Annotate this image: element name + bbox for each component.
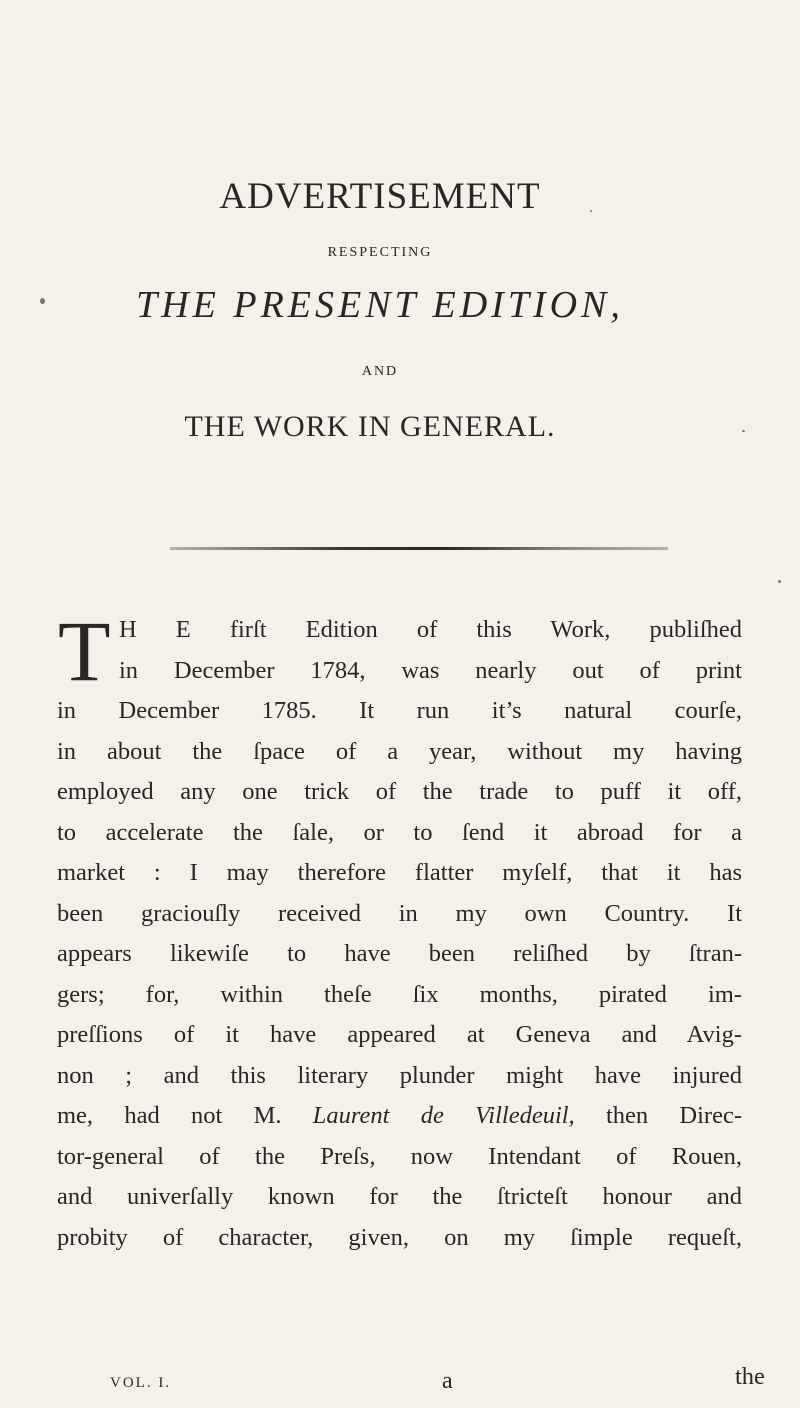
text-line: been graciouſly received in my own Country. It bbox=[57, 899, 742, 927]
person-name: Laurent de Villedeuil, bbox=[312, 1102, 575, 1129]
text-line: preſſions of it have appeared at Geneva and Avig- bbox=[57, 1021, 742, 1048]
text-segment: then Direc- bbox=[574, 1102, 742, 1129]
text-line: tor-general of the Preſs, now Intendant of Rouen, bbox=[57, 1142, 742, 1170]
text-segment: me, had not M. bbox=[57, 1102, 313, 1129]
paper-speck bbox=[590, 210, 592, 212]
text-line: probity of character, given, on my ſimple requeſt, bbox=[57, 1223, 742, 1251]
text-line-with-name bbox=[57, 1096, 742, 1137]
text-line: non ; and this literary plunder might have injured bbox=[57, 1061, 742, 1089]
ornamental-rule bbox=[170, 547, 668, 550]
signature-mark: a bbox=[442, 1368, 453, 1394]
text-line: to accelerate the ſale, or to ſend it abroad for a bbox=[57, 818, 742, 846]
text-line: in about the ſpace of a year, without my having bbox=[57, 737, 742, 765]
paper-speck bbox=[742, 430, 745, 432]
text-line: market : I may therefore flatter myſelf, that it has bbox=[57, 859, 742, 886]
drop-cap: T bbox=[58, 603, 111, 699]
present-edition-heading: THE PRESENT EDITION, bbox=[136, 284, 624, 326]
volume-label: VOL. I. bbox=[110, 1375, 172, 1391]
text-line: appears likewiſe to have been reliſhed by ſtran- bbox=[57, 940, 742, 967]
text-line: in December 1785. It run it’s natural courſe, bbox=[57, 697, 742, 724]
text-line: in December 1784, was nearly out of print bbox=[119, 656, 742, 684]
text-line: and univerſally known for the ſtricteſt honour and bbox=[57, 1183, 742, 1210]
catchword: the bbox=[735, 1363, 765, 1390]
and-label: AND bbox=[361, 364, 399, 379]
text-line: gers; for, within theſe ſix months, pirated im- bbox=[57, 980, 742, 1008]
paper-speck bbox=[778, 580, 781, 583]
text-line: H E firſt Edition of this Work, publiſhed bbox=[119, 616, 742, 643]
work-in-general-heading: THE WORK IN GENERAL. bbox=[184, 410, 556, 443]
text-line: employed any one trick of the trade to puff it off, bbox=[57, 778, 742, 805]
paper-speck bbox=[40, 298, 45, 304]
page-title: ADVERTISEMENT bbox=[219, 176, 541, 217]
body-paragraph bbox=[57, 603, 742, 1258]
respecting-label: RESPECTING bbox=[327, 245, 433, 260]
